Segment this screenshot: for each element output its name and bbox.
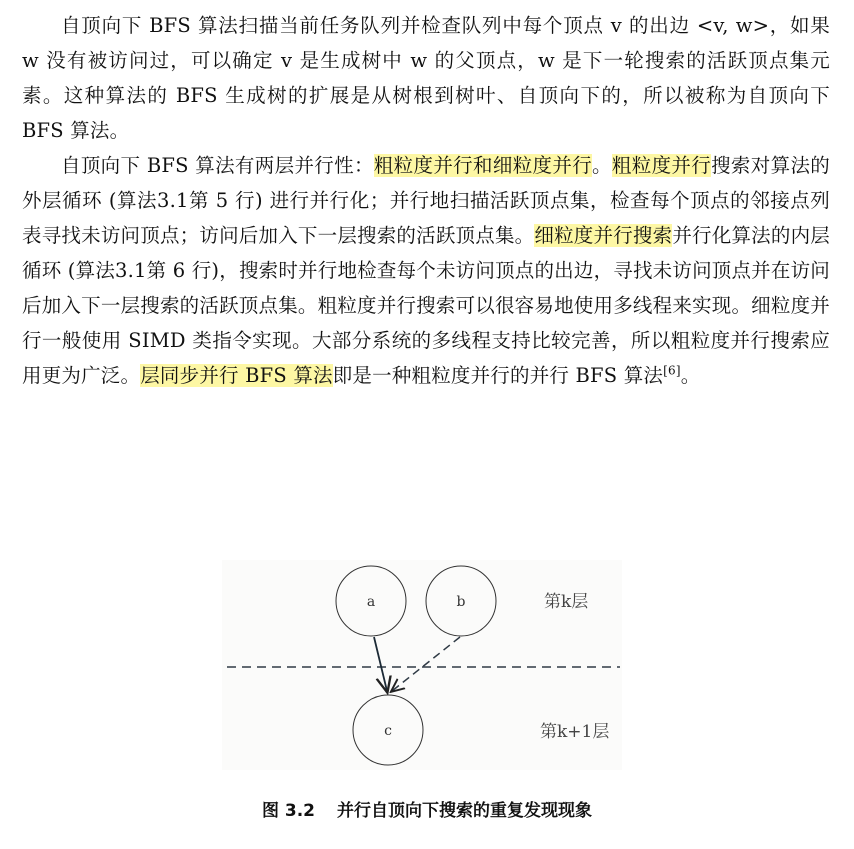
paragraph-2 bbox=[22, 148, 830, 393]
layer-k-label: 第k层 bbox=[544, 592, 589, 612]
node-b-label: b bbox=[456, 594, 466, 610]
highlight-coarse-and-fine: 粗粒度并行和细粒度并行 bbox=[373, 154, 593, 177]
figure-caption bbox=[0, 796, 854, 821]
node-a-label: a bbox=[366, 594, 376, 610]
body-text bbox=[22, 8, 830, 393]
text-segment: 即是一种粗粒度并行的并行 BFS 算法 bbox=[332, 364, 664, 387]
figure-number: 图 3.2 bbox=[261, 801, 316, 821]
paragraph-1 bbox=[22, 8, 830, 148]
text-segment: 并行化算法的内层循环 (算法3.1第 6 行)，搜索时并行地检查每个未访问顶点的出边，寻找未访问顶点并在访问后加入下一层搜索的活跃顶点集。粗粒度并行搜索可以很容易地使用多线程来实现。细粒度并行一般使用 SIMD 类指令实现。大部分系统的多线程支持比较完善，所以粗粒度并行搜索应用更为广泛。 bbox=[22, 224, 830, 387]
highlight-coarse: 粗粒度并行 bbox=[611, 154, 712, 177]
text-segment: 。 bbox=[592, 154, 612, 177]
layer-k-plus-1-label: 第k+1层 bbox=[540, 722, 610, 742]
text-segment: 自顶向下 BFS 算法有两层并行性： bbox=[61, 154, 374, 177]
edge-a-c bbox=[374, 637, 387, 691]
citation[interactable]: [6] bbox=[663, 363, 681, 378]
node-c-label: c bbox=[384, 723, 392, 739]
figure-title: 并行自顶向下搜索的重复发现现象 bbox=[337, 801, 593, 821]
figure-bfs-duplicate-discovery bbox=[222, 560, 622, 770]
text-segment: 搜索对算法的外层循环 (算法3.1第 5 行) 进行并行化；并行地扫描活跃顶点集，检查每个顶点的邻接点列表寻找未访问顶点；访问后加入下一层搜索的活跃顶点集。 bbox=[22, 154, 830, 247]
text-segment: 自顶向下 BFS 算法扫描当前任务队列并检查队列中每个顶点 v 的出边 <v, w>，如果 w 没有被访问过，可以确定 v 是生成树中 w 的父顶点，w 是下一轮搜索的活跃顶点集元素。这种算法的 BFS 生成树的扩展是从树根到树叶、自顶向下的，所以被称为自顶向下 BFS 算法。 bbox=[22, 14, 830, 142]
highlight-fine-search: 细粒度并行搜索 bbox=[534, 224, 673, 247]
highlight-level-sync-bfs: 层同步并行 BFS 算法 bbox=[140, 364, 333, 387]
diagram bbox=[222, 560, 622, 770]
text-segment: 。 bbox=[680, 364, 701, 387]
edge-b-c bbox=[392, 637, 460, 691]
